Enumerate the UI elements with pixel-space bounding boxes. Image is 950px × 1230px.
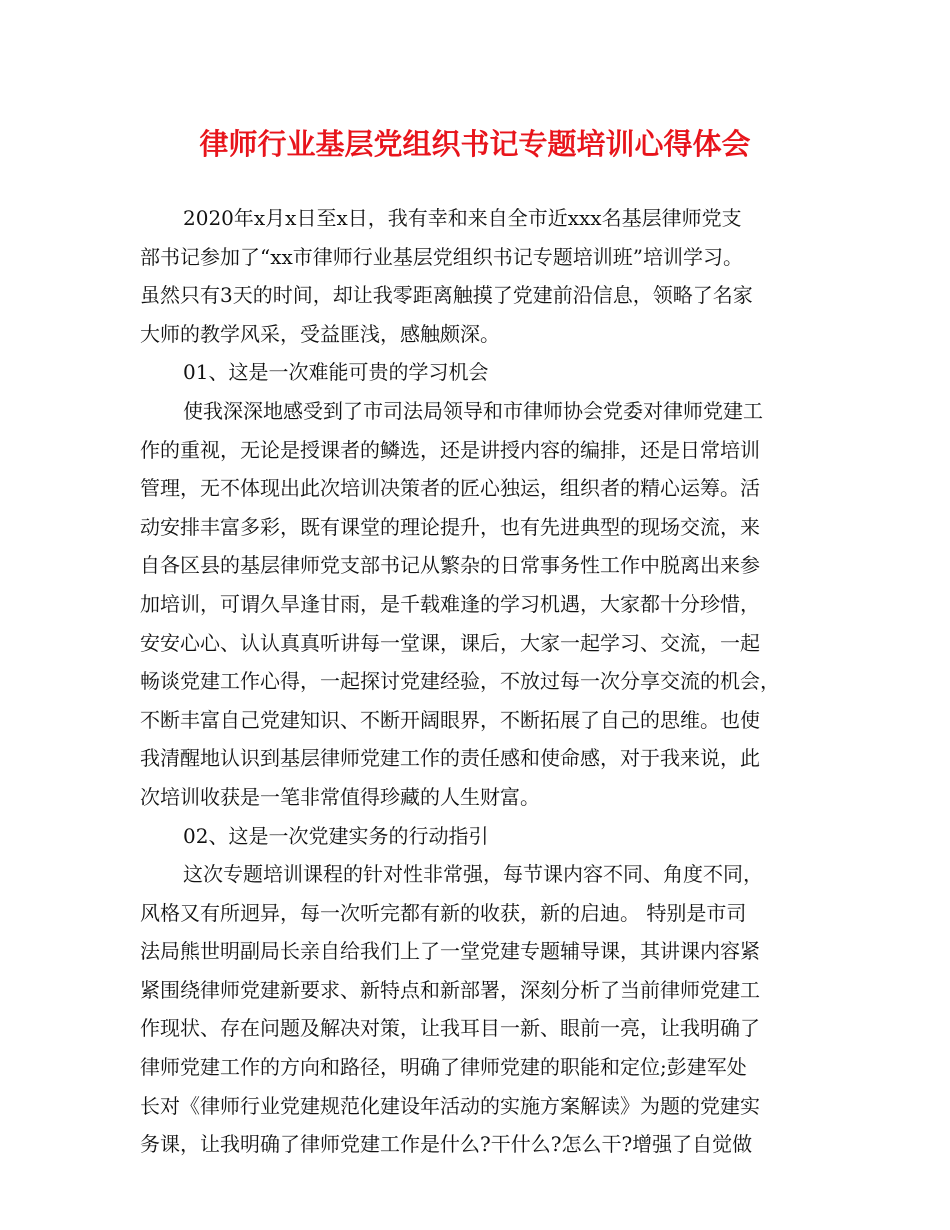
text-line: 大师的教学风采，受益匪浅，感触颇深。 <box>140 321 500 346</box>
text-line: 动安排丰富多彩，既有课堂的理论提升，也有先进典型的现场交流，来 <box>140 514 760 539</box>
text-line: 次培训收获是一笔非常值得珍藏的人生财富。 <box>140 784 540 809</box>
text-line: 部书记参加了“xx市律师行业基层党组织书记专题培训班”培训学习。 <box>140 244 744 269</box>
text-line: 我清醒地认识到基层律师党建工作的责任感和使命感，对于我来说，此 <box>140 746 760 771</box>
text-line: 作的重视，无论是授课者的鳞选，还是讲授内容的编排，还是日常培训 <box>140 437 760 462</box>
text-line: 律师党建工作的方向和路径，明确了律师党建的职能和定位;彭建军处 <box>140 1055 747 1080</box>
text-line: 02、这是一次党建实务的行动指引 <box>183 823 489 848</box>
text-line: 01、这是一次难能可贵的学习机会 <box>183 360 489 385</box>
text-line: 自各区县的基层律师党支部书记从繁杂的日常事务性工作中脱离出来参 <box>140 553 760 578</box>
text-line: 2020年x月x日至x日，我有幸和来自全市近xxx名基层律师党支 <box>183 206 742 230</box>
text-line: 紧围绕律师党建新要求、新特点和新部署，深刻分析了当前律师党建工 <box>140 977 760 1002</box>
text-line: 加培训，可谓久旱逢甘雨，是千载难逢的学习机遇，大家都十分珍惜， <box>140 591 760 616</box>
text-line: 长对《律师行业党建规范化建设年活动的实施方案解读》为题的党建实 <box>140 1093 760 1118</box>
text-line: 这次专题培训课程的针对性非常强，每节课内容不同、角度不同， <box>183 862 763 887</box>
text-line: 务课，让我明确了律师党建工作是什么?干什么?怎么干?增强了自觉做 <box>140 1132 753 1157</box>
text-line: 虽然只有3天的时间，却让我零距离触摸了党建前沿信息，领略了名家 <box>140 283 753 308</box>
text-line: 不断丰富自己党建知识、不断开阔眼界，不断拓展了自己的思维。也使 <box>140 707 760 732</box>
document-body <box>140 199 820 1164</box>
text-line: 法局熊世明副局长亲自给我们上了一堂党建专题辅导课，其讲课内容紧 <box>140 939 760 964</box>
text-line: 管理，无不体现出此次培训决策者的匠心独运，组织者的精心运筹。活 <box>140 476 760 501</box>
text-line: 风格又有所迥异，每一次听完都有新的收获，新的启迪。 特别是市司 <box>140 900 747 925</box>
text-line: 畅谈党建工作心得，一起探讨党建经验，不放过每一次分享交流的机会， <box>140 669 780 694</box>
text-line: 安安心心、认认真真听讲每一堂课，课后，大家一起学习、交流，一起 <box>140 630 760 655</box>
text-line: 作现状、存在问题及解决对策，让我耳目一新、眼前一亮，让我明确了 <box>140 1016 760 1041</box>
text-line: 使我深深地感受到了市司法局领导和市律师协会党委对律师党建工 <box>183 398 763 423</box>
document-title: 律师行业基层党组织书记专题培训心得体会 <box>199 127 751 161</box>
